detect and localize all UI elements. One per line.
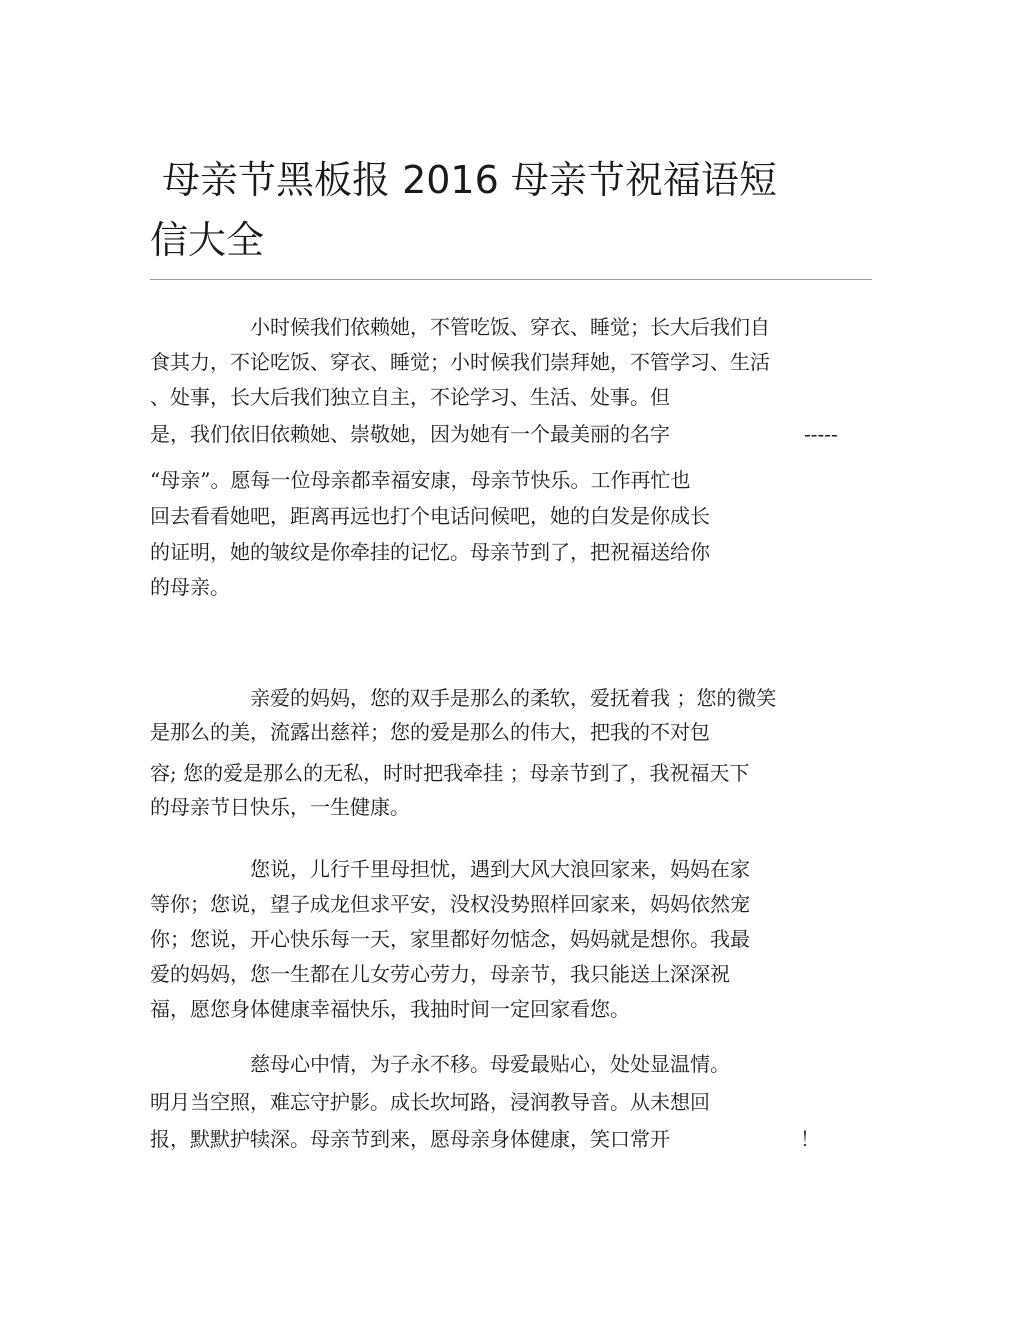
paragraph-1-line-2: 食其力，不论吃饭、穿衣、睡觉；小时候我们崇拜她，不管学习、生活 [150, 350, 770, 374]
paragraph-1-line-1: 小时候我们依赖她，不管吃饭、穿衣、睡觉；长大后我们自 [250, 315, 770, 339]
paragraph-2-line-2: 是那么的美，流露出慈祥；您的爱是那么的伟大，把我的不对包 [150, 720, 710, 744]
paragraph-1-line-7: 的证明，她的皱纹是你牵挂的记忆。母亲节到了，把祝福送给你 [150, 540, 710, 564]
document-title [150, 150, 850, 270]
paragraph-4-exclamation: ！ [800, 1127, 820, 1151]
paragraph-2-line-1: 亲爱的妈妈，您的双手是那么的柔软，爱抚着我 ；您的微笑 [250, 686, 777, 710]
paragraph-1-line-6: 回去看看她吧，距离再远也打个电话问候吧，她的白发是你成长 [150, 504, 710, 528]
paragraph-1-dash: ----- [804, 422, 838, 446]
paragraph-1-line-3: 、处事，长大后我们独立自主，不论学习、生活、处事。但 [150, 385, 670, 409]
title-divider [150, 279, 872, 280]
title-line-2: 信大全 [150, 218, 265, 262]
paragraph-4-line-2: 明月当空照，难忘守护影。成长坎坷路，浸润教导音。从未想回 [150, 1090, 710, 1114]
paragraph-1-line-8: 的母亲。 [150, 575, 230, 599]
paragraph-3-line-3: 你；您说，开心快乐每一天，家里都好勿惦念，妈妈就是想你。我最 [150, 927, 750, 951]
paragraph-3-line-1: 您说，儿行千里母担忧，遇到大风大浪回家来，妈妈在家 [250, 857, 750, 881]
title-line-1: 母亲节黑板报 2016 母亲节祝福语短 [162, 158, 777, 202]
paragraph-4-line-1: 慈母心中情，为子永不移。母爱最贴心，处处显温情。 [250, 1052, 730, 1076]
paragraph-1-line-5: “母亲”。愿每一位母亲都幸福安康，母亲节快乐。工作再忙也 [150, 468, 691, 492]
paragraph-2-line-4: 的母亲节日快乐，一生健康。 [150, 795, 410, 819]
paragraph-3-line-2: 等你；您说，望子成龙但求平安，没权没势照样回家来，妈妈依然宠 [150, 892, 750, 916]
paragraph-4-line-3: 报，默默护犊深。母亲节到来，愿母亲身体健康，笑口常开 [150, 1127, 670, 1151]
paragraph-1-line-4: 是，我们依旧依赖她、崇敬她，因为她有一个最美丽的名字 [150, 422, 670, 446]
paragraph-3-line-5: 福，愿您身体健康幸福快乐，我抽时间一定回家看您。 [150, 997, 630, 1021]
paragraph-3-line-4: 爱的妈妈，您一生都在儿女劳心劳力，母亲节，我只能送上深深祝 [150, 962, 730, 986]
paragraph-2-line-3: 容; 您的爱是那么的无私，时时把我牵挂 ；母亲节到了，我祝福天下 [150, 761, 750, 785]
